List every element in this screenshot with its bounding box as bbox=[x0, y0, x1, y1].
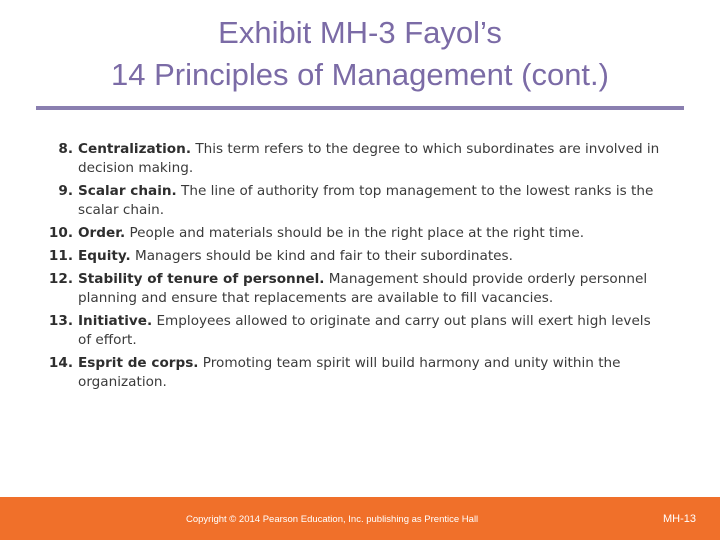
principle-number: 12. bbox=[48, 271, 73, 287]
slide-title-line-1: Exhibit MH-3 Fayol’s bbox=[218, 15, 502, 50]
principle-8 bbox=[48, 140, 668, 178]
principle-text: Managers should be kind and fair to their subordinates. bbox=[130, 248, 513, 264]
principle-number: 8. bbox=[58, 141, 73, 157]
principle-body bbox=[78, 354, 668, 392]
principle-number: 11. bbox=[48, 248, 73, 264]
principle-term: Centralization. bbox=[78, 141, 191, 157]
footer-bar bbox=[0, 497, 720, 540]
principle-term: Equity. bbox=[78, 248, 131, 264]
principle-text: This term refers to the degree to which subordinates are involved in decision making. bbox=[78, 141, 660, 176]
principle-10 bbox=[48, 224, 668, 243]
principle-body bbox=[78, 312, 668, 350]
principle-text: People and materials should be in the right place at the right time. bbox=[125, 225, 585, 241]
principle-body bbox=[78, 140, 668, 178]
principle-text: Employees allowed to originate and carry out plans will exert high levels of effort. bbox=[78, 313, 651, 348]
principle-body bbox=[78, 247, 668, 266]
principle-number: 9. bbox=[58, 183, 73, 199]
principle-13 bbox=[48, 312, 668, 350]
principle-term: Esprit de corps. bbox=[78, 355, 199, 371]
principle-number: 14. bbox=[48, 355, 73, 371]
principle-text: Management should provide orderly personnel planning and ensure that replacements are available to fill vacancies. bbox=[78, 271, 648, 306]
principle-14 bbox=[48, 354, 668, 392]
principles-list bbox=[48, 140, 668, 396]
principle-text: The line of authority from top management to the lowest ranks is the scalar chain. bbox=[78, 183, 654, 218]
principle-term: Order. bbox=[78, 225, 126, 241]
principle-term: Initiative. bbox=[78, 313, 153, 329]
principle-body bbox=[78, 224, 668, 243]
principle-9 bbox=[48, 182, 668, 220]
slide-title-line-2: 14 Principles of Management (cont.) bbox=[111, 57, 609, 92]
slide-title bbox=[0, 12, 720, 96]
title-divider bbox=[36, 106, 684, 110]
principle-term: Stability of tenure of personnel. bbox=[78, 271, 325, 287]
page-number: MH-13 bbox=[662, 513, 696, 525]
principle-body bbox=[78, 182, 668, 220]
copyright-notice: Copyright © 2014 Pearson Education, Inc. publishing as Prentice Hall bbox=[186, 514, 479, 525]
principle-11 bbox=[48, 247, 668, 266]
principle-number: 13. bbox=[48, 313, 73, 329]
principle-term: Scalar chain. bbox=[78, 183, 177, 199]
principle-text: Promoting team spirit will build harmony and unity within the organization. bbox=[78, 355, 621, 390]
principle-number: 10. bbox=[48, 225, 73, 241]
principle-body bbox=[78, 270, 668, 308]
principle-12 bbox=[48, 270, 668, 308]
